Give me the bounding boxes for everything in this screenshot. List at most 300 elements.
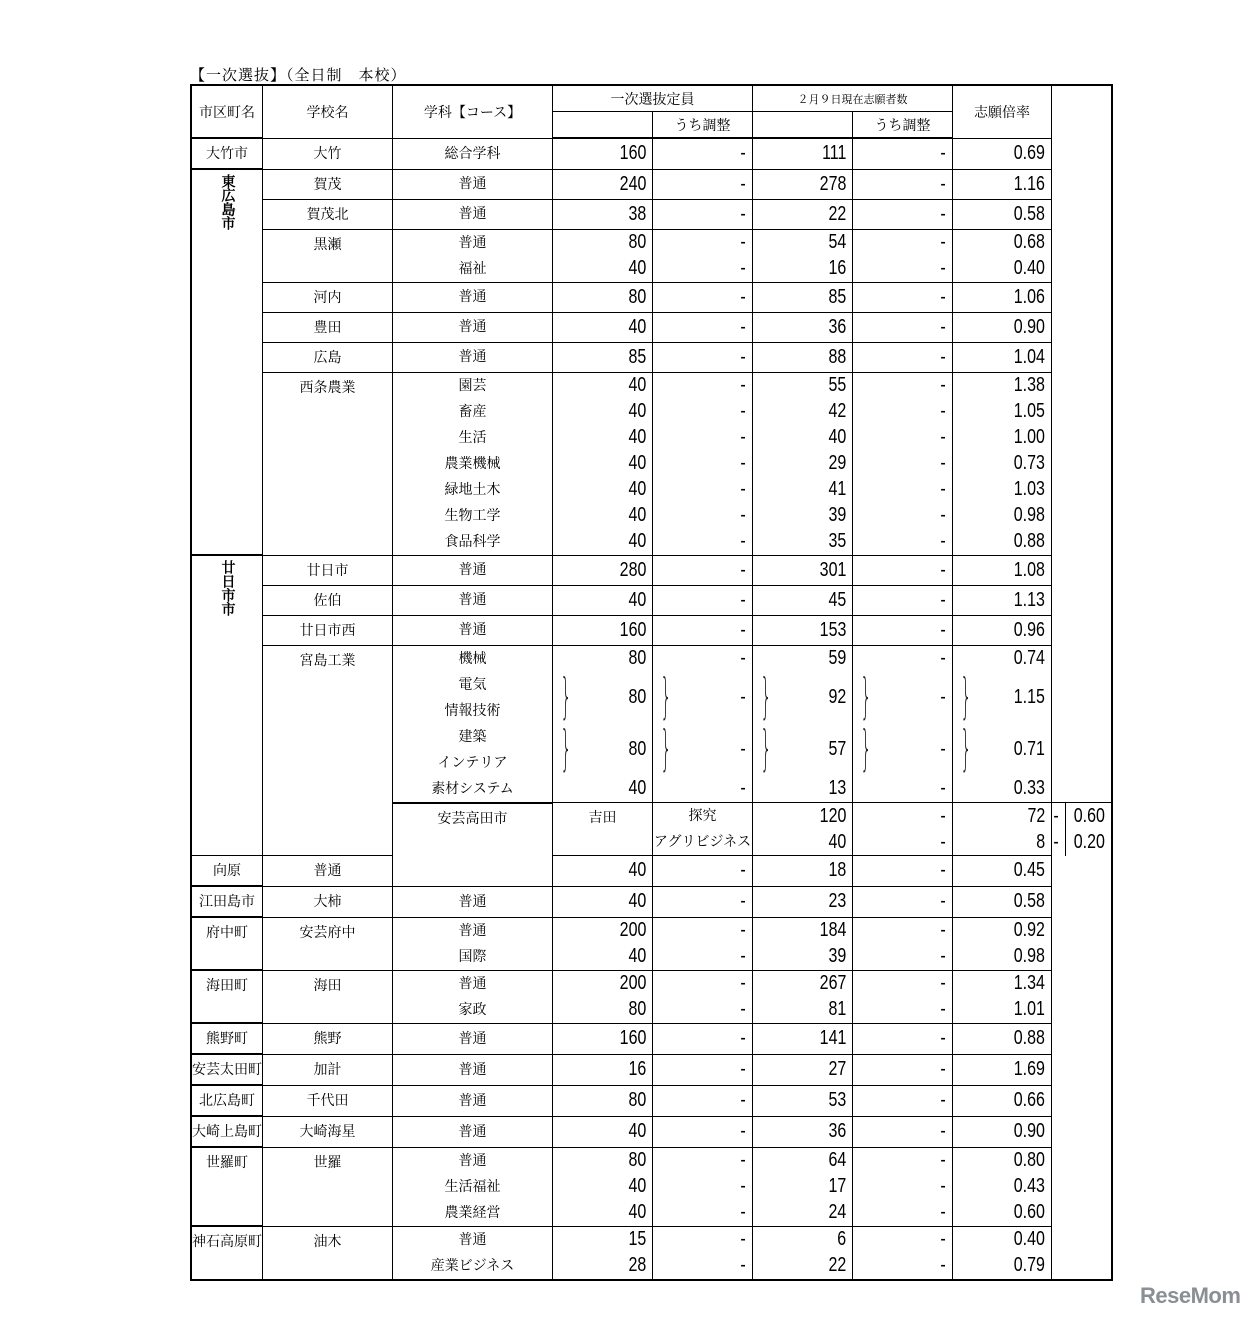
resemom-watermark-logo: ReseMom [1140,1283,1241,1308]
capacity-adjust-value: - [740,231,746,253]
ratio-value: 0.88 [1013,530,1045,552]
ratio-cell [953,585,1052,615]
capacity-cell [553,1253,653,1280]
applicants-value: 16 [828,257,846,279]
applicants-value: 59 [828,647,846,669]
applicants-adjust-value: - [940,919,946,941]
municipality-name: 安芸高田市 [437,810,508,827]
department-name: 探究 [688,808,717,824]
capacity-value: 200 [619,919,646,941]
school-name-cell: 大崎海星 [263,1116,393,1147]
department-cell [263,856,393,887]
department-name: 家政 [458,1001,487,1018]
applicants-cell [753,1147,853,1174]
capacity-value: 240 [619,172,646,195]
department-cell [393,776,553,803]
table-row [191,1116,1112,1147]
capacity-adjust-cell [653,312,753,342]
department-name: 国際 [458,948,487,965]
department-name: 普通 [458,1030,487,1047]
department-name: 普通 [458,176,487,192]
applicants-adjust-value: - [940,231,946,253]
department-name: 普通 [458,234,487,251]
capacity-adjust-cell [653,997,753,1024]
school-name-cell: 河内 [263,282,393,312]
table-row [191,229,1112,256]
ratio-value: 1.05 [1013,400,1045,422]
capacity-value: 160 [619,1027,646,1049]
applicants-adjust-value: - [940,426,946,448]
ratio-cell [953,997,1052,1024]
department-cell [393,451,553,477]
ratio-cell [953,645,1052,672]
department-name: 農業経営 [444,1204,501,1221]
capacity-adjust-value: - [740,890,746,912]
table-row [191,555,1112,585]
capacity-cell [553,1147,653,1174]
school-name-cell: 熊野 [263,1023,393,1054]
header-department: 学科【コース】 [393,85,553,138]
header-school: 学校名 [263,85,393,138]
capacity-adjust-cell [853,829,953,856]
capacity-adjust-cell [653,425,753,451]
capacity-cell [553,886,653,917]
table-row [191,1226,1112,1253]
applicants-cell [753,229,853,256]
capacity-cell [553,1174,653,1200]
capacity-value: 160 [619,142,646,165]
capacity-adjust-value: - [740,647,746,669]
applicants-cell [753,856,853,887]
applicants-adjust-value: - [1053,830,1059,853]
municipality-name: 海田町 [206,978,248,994]
applicants-value: 13 [828,777,846,800]
applicants-adjust-value: - [940,859,946,882]
capacity-value: 40 [628,945,646,967]
department-cell [393,724,553,776]
applicants-adjust-cell [853,585,953,615]
applicants-adjust-value: - [940,972,946,994]
ratio-cell [953,776,1052,803]
capacity-adjust-cell [653,1226,753,1253]
ratio-value: 1.04 [1013,345,1045,368]
department-cell [393,477,553,503]
capacity-value: 40 [628,504,646,526]
applicants-adjust-value: - [940,558,946,581]
capacity-value: 120 [819,804,846,827]
capacity-cell [553,1226,653,1253]
ratio-cell [953,555,1052,585]
capacity-adjust-cell [653,138,753,169]
capacity-adjust-value: - [740,777,746,800]
department-name: 普通 [458,349,487,365]
applicants-value: 153 [819,618,846,641]
ratio-cell [953,1200,1052,1227]
applicants-value: 36 [828,1120,846,1142]
ratio-value: 0.33 [1013,777,1045,800]
capacity-value: 80 [628,1149,646,1171]
header-applicants-blank [753,112,853,139]
capacity-value: 80 [628,686,646,708]
capacity-value: 40 [628,374,646,396]
applicants-adjust-cell [853,503,953,529]
brace-icon: } [860,722,872,777]
department-cell [393,1253,553,1280]
department-cell [393,645,553,672]
ratio-cell [1065,803,1111,830]
capacity-adjust-cell [653,555,753,585]
applicants-adjust-value: - [940,1089,946,1111]
department-cell [393,312,553,342]
applicants-adjust-value: - [940,647,946,669]
table-row [191,856,1112,887]
school-name-cell: 賀茂北 [263,199,393,229]
applicants-cell [753,199,853,229]
header-capacity: 一次選抜定員 [553,85,753,112]
department-cell [393,1226,553,1253]
capacity-value: 40 [628,859,646,882]
applicants-value: 40 [828,426,846,448]
applicants-cell [753,138,853,169]
ratio-cell [953,138,1052,169]
applicants-adjust-value: - [940,504,946,526]
ratio-value: 1.06 [1013,285,1045,308]
capacity-cell [553,1023,653,1054]
department-cell [393,256,553,283]
capacity-cell [553,997,653,1024]
capacity-cell [553,555,653,585]
department-cell [393,138,553,169]
capacity-cell [553,615,653,645]
applicants-adjust-value: - [940,777,946,800]
capacity-value: 40 [628,478,646,500]
applicants-cell [753,503,853,529]
ratio-value: 1.15 [1013,686,1045,708]
applicants-value: 85 [828,285,846,308]
capacity-adjust-value: - [740,172,746,195]
applicants-cell [753,1085,853,1116]
capacity-value: 80 [628,1089,646,1111]
ratio-cell [953,1147,1052,1174]
table-body [191,138,1112,1280]
capacity-adjust-value: - [740,558,746,581]
capacity-value: 28 [628,1254,646,1276]
table-row [191,645,1112,672]
municipality-cell [191,555,263,856]
capacity-adjust-value: - [740,374,746,396]
capacity-cell [553,529,653,556]
capacity-cell [553,970,653,997]
capacity-value: 80 [628,285,646,308]
ratio-cell [953,372,1052,399]
capacity-cell [553,477,653,503]
ratio-value: 1.13 [1013,588,1045,611]
ratio-value: 0.45 [1013,859,1045,882]
ratio-value: 1.01 [1013,998,1045,1020]
applicants-adjust-value: - [940,142,946,165]
department-name: 普通 [458,319,487,335]
applicants-value: 22 [828,1254,846,1276]
applicants-value: 36 [828,315,846,338]
applicants-adjust-value: - [1053,804,1059,827]
table-row [191,1023,1112,1054]
capacity-value: 40 [628,426,646,448]
applicants-adjust-value: - [940,400,946,422]
applicants-value: 6 [837,1228,846,1250]
department-name: 情報技術 [444,702,501,719]
department-name: 普通 [458,1061,487,1078]
capacity-value: 40 [628,588,646,611]
school-name-cell: 廿日市西 [263,615,393,645]
applicants-adjust-cell [853,1253,953,1280]
capacity-adjust-value: - [740,1228,746,1250]
capacity-adjust-cell [653,503,753,529]
applicants-adjust-value: - [940,1149,946,1171]
table-row [191,970,1112,997]
department-name: 普通 [458,975,487,992]
header-ratio: 志願倍率 [953,85,1052,138]
ratio-cell [953,1253,1052,1280]
capacity-value: 85 [628,345,646,368]
applicants-cell [753,944,853,971]
capacity-value: 40 [628,257,646,279]
capacity-adjust-cell [653,970,753,997]
capacity-adjust-value: - [740,1089,746,1111]
applicants-adjust-cell [853,776,953,803]
capacity-adjust-value: - [740,686,746,708]
applicants-adjust-cell [853,1200,953,1227]
applicants-adjust-cell [853,342,953,372]
capacity-adjust-value: - [740,257,746,279]
capacity-value: 200 [619,972,646,994]
school-name-cell: 宮島工業 [263,645,393,856]
school-name-cell: 西条農業 [263,372,393,555]
ratio-value: 0.68 [1013,231,1045,253]
applicants-adjust-cell [853,1116,953,1147]
applicants-adjust-value: - [940,452,946,474]
applicants-adjust-cell [853,451,953,477]
school-name-cell: 安芸府中 [263,917,393,970]
applicants-value: 92 [828,686,846,708]
department-name: 普通 [458,592,487,608]
capacity-adjust-value: - [740,1027,746,1049]
municipality-name: 大竹市 [206,146,248,162]
applicants-adjust-cell [1052,803,1066,830]
applicants-value: 184 [819,919,846,941]
department-name: 普通 [458,893,487,910]
capacity-adjust-cell [653,399,753,425]
ratio-value: 0.71 [1013,738,1045,760]
applicants-adjust-value: - [940,530,946,552]
municipality-name: 江田島市 [199,894,255,910]
municipality-cell [191,1054,263,1085]
capacity-adjust-cell [653,944,753,971]
applicants-value: 24 [828,1201,846,1223]
capacity-adjust-cell [653,451,753,477]
applicants-value: 88 [828,345,846,368]
applicants-adjust-cell [853,1226,953,1253]
department-name: 普通 [313,862,342,879]
capacity-adjust-value: - [740,452,746,474]
school-name-cell: 向原 [191,856,263,887]
applicants-cell [753,399,853,425]
capacity-value: 40 [628,452,646,474]
capacity-value: 40 [628,315,646,338]
ratio-value: 0.60 [1013,1201,1045,1223]
applicants-adjust-cell [853,555,953,585]
brace-icon: } [960,670,972,725]
applicants-cell [753,425,853,451]
capacity-cell [553,585,653,615]
applicants-value: 39 [828,945,846,967]
ratio-value: 0.60 [1073,804,1105,827]
department-name: 生活 [458,429,487,446]
applicants-adjust-value: - [940,1058,946,1080]
applicants-value: 81 [828,998,846,1020]
department-cell [393,970,553,997]
department-cell [393,282,553,312]
applicants-cell [953,803,1052,830]
municipality-cell [191,1085,263,1116]
capacity-adjust-value: - [940,804,946,827]
capacity-cell [553,724,653,776]
capacity-value: 40 [628,777,646,800]
capacity-adjust-value: - [740,478,746,500]
capacity-adjust-value: - [740,345,746,368]
capacity-adjust-value: - [740,142,746,165]
header-applicants-adjust: うち調整 [853,112,953,139]
department-cell [393,997,553,1024]
capacity-adjust-cell [653,615,753,645]
header-capacity-adjust: うち調整 [653,112,753,139]
applicants-value: 45 [828,588,846,611]
applicants-adjust-value: - [940,1175,946,1197]
capacity-adjust-cell [653,1147,753,1174]
capacity-adjust-cell [653,776,753,803]
department-name: 機械 [458,650,487,667]
school-name-cell: 大竹 [263,138,393,169]
department-cell [393,1054,553,1085]
brace-icon: } [760,722,772,777]
ratio-cell [953,169,1052,199]
applicants-adjust-cell [853,1054,953,1085]
ratio-cell [953,342,1052,372]
capacity-cell [553,399,653,425]
capacity-adjust-cell [653,342,753,372]
header-capacity-blank [553,112,653,139]
capacity-adjust-cell [653,229,753,256]
applicants-cell [753,1023,853,1054]
brace-icon: } [760,670,772,725]
municipality-cell [191,970,263,1023]
applicants-adjust-cell [853,886,953,917]
ratio-cell [953,282,1052,312]
capacity-cell [553,169,653,199]
applicants-value: 42 [828,400,846,422]
municipality-name: 廿日市市 [219,560,236,616]
ratio-value: 1.38 [1013,374,1045,396]
department-cell [393,399,553,425]
department-cell [393,585,553,615]
capacity-adjust-cell [653,672,753,724]
capacity-adjust-value: - [740,1175,746,1197]
applicants-value: 267 [819,972,846,994]
capacity-value: 40 [628,1120,646,1142]
department-cell [393,1147,553,1174]
brace-icon: } [660,722,672,777]
applicants-adjust-cell [853,1023,953,1054]
department-name: 普通 [458,1092,487,1109]
municipality-cell [393,803,553,887]
applicants-cell [753,1116,853,1147]
municipality-name: 府中町 [206,925,248,941]
school-name-cell: 廿日市 [263,555,393,585]
department-cell [393,1174,553,1200]
applicants-cell [753,645,853,672]
applicants-cell [753,776,853,803]
capacity-cell [553,256,653,283]
municipality-name: 北広島町 [199,1093,255,1109]
applicants-adjust-cell [853,256,953,283]
applicants-adjust-cell [853,1147,953,1174]
applicants-adjust-cell [853,970,953,997]
capacity-cell [553,944,653,971]
capacity-cell [753,803,853,830]
department-cell [393,615,553,645]
department-name: アグリビジネス [653,834,752,850]
applicants-cell [753,585,853,615]
ratio-cell [953,724,1052,776]
department-cell [393,425,553,451]
brace-icon: } [660,670,672,725]
municipality-cell [191,169,263,555]
ratio-value: 0.69 [1013,142,1045,164]
school-name-cell: 油木 [263,1226,393,1280]
ratio-cell [953,1023,1052,1054]
applicants-adjust-value: - [940,1228,946,1250]
applicants-adjust-cell [853,724,953,776]
applicants-value: 54 [828,231,846,253]
department-name: 建築 [458,728,487,745]
capacity-adjust-cell [653,169,753,199]
ratio-cell [953,399,1052,425]
capacity-adjust-cell [653,256,753,283]
capacity-adjust-cell [653,1054,753,1085]
applicants-value: 22 [828,202,846,225]
applicants-adjust-cell [853,372,953,399]
capacity-adjust-cell [853,803,953,830]
table-row [191,199,1112,229]
capacity-adjust-cell [653,886,753,917]
applicant-table [190,84,1113,1281]
capacity-adjust-value: - [940,830,946,853]
department-cell [653,829,753,856]
ratio-cell [953,312,1052,342]
capacity-cell [753,829,853,856]
applicants-value: 41 [828,478,846,500]
applicants-value: 301 [819,558,846,581]
capacity-adjust-value: - [740,945,746,967]
applicants-cell [753,724,853,776]
capacity-cell [553,342,653,372]
ratio-cell [953,477,1052,503]
applicants-cell [753,312,853,342]
capacity-adjust-value: - [740,285,746,308]
applicants-value: 53 [828,1089,846,1111]
department-name: 福祉 [458,260,487,277]
applicants-adjust-cell [853,615,953,645]
school-name-cell: 吉田 [553,803,653,856]
